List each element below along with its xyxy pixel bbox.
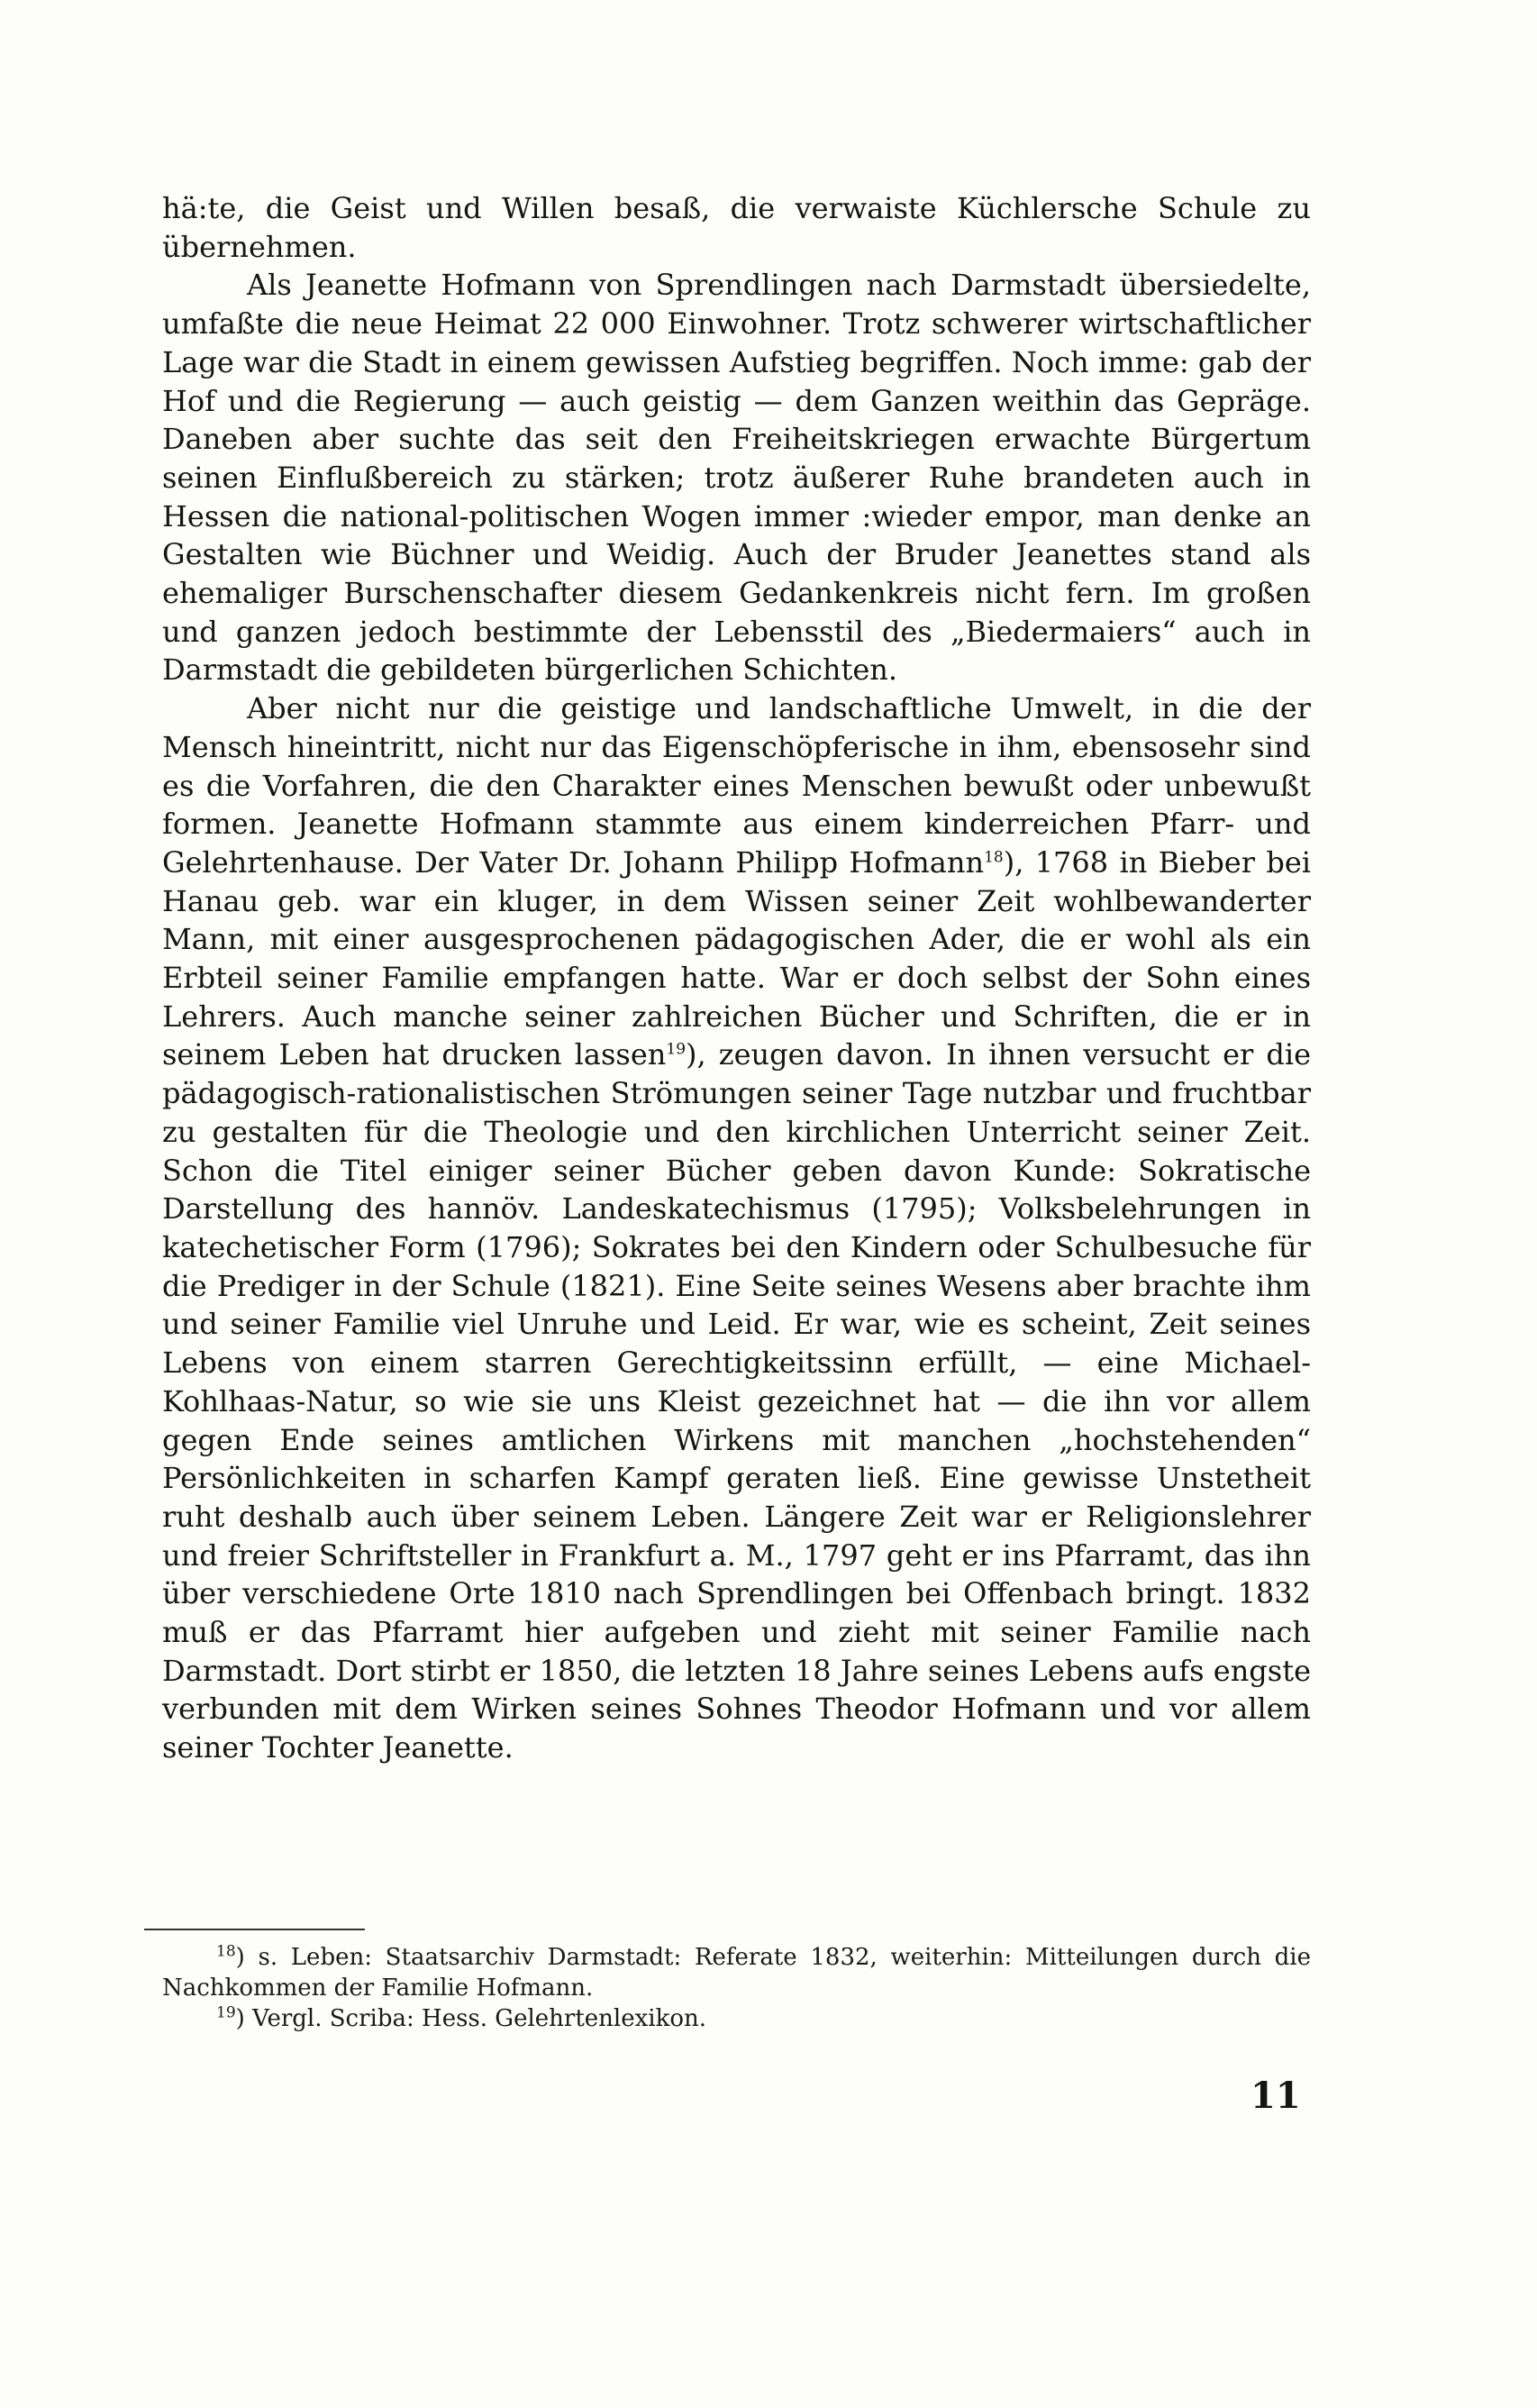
footnote-mark-18: 18 [216, 1942, 236, 1961]
footnote-18 [162, 1942, 1311, 2003]
footnote-19-text: ) Vergl. Scriba: Hess. Gelehrtenlexikon. [235, 2005, 707, 2032]
footnote-mark-19: 19 [216, 2003, 236, 2022]
footnote-18-text: ) s. Leben: Staatsarchiv Darmstadt: Referate 1832, weiterhin: Mitteilungen durch die Nachkommen der Familie Hofmann. [162, 1944, 1311, 2002]
paragraph-3-part-2: ), 1768 in Bieber bei Hanau geb. war ein kluger, in dem Wissen seiner Zeit wohlbewanderter Mann, mit einer ausgesprochenen pädagogischen Ader, die er wohl als ein Erbteil seiner Familie empfangen hatte. War er doch selbst der Sohn eines Lehrers. Auch manche seiner zahlreichen Bücher und Schriften, die er in seinem Leben hat drucken lassen [162, 844, 1312, 1072]
page-number: 11 [1251, 2075, 1301, 2117]
paragraph-2: Als Jeanette Hofmann von Sprendlingen nach Darmstadt übersiedelte, umfaßte die neue Heimat 22 000 Einwohner. Trotz schwerer wirtschaftlicher Lage war die Stadt in einem gewissen Aufstieg begriffen. Noch imme: gab der Hof und die Regierung — auch geistig — dem Ganzen weithin das Gepräge. Daneben aber suchte das seit den Freiheitskriegen erwachte Bürgertum seinen Einflußbereich zu stärken; trotz äußerer Ruhe brandeten auch in Hessen die national-politischen Wogen immer :wieder empor, man denke an Gestalten wie Büchner und Weidig. Auch der Bruder Jeanettes stand als ehemaliger Burschenschafter diesem Gedankenkreis nicht fern. Im großen und ganzen jedoch bestimmte der Lebensstil des „Biedermaiers“ auch in Darmstadt die gebildeten bürgerlichen Schichten. [162, 268, 1311, 688]
paragraph-1: hä:te, die Geist und Willen besaß, die verwaiste Küchlersche Schule zu übernehmen. [162, 191, 1311, 264]
footnote-divider [144, 1929, 365, 1930]
footnotes [162, 1942, 1311, 2034]
main-text [162, 189, 1311, 1767]
footnote-ref-19: 19 [666, 1040, 687, 1059]
footnote-ref-18: 18 [984, 848, 1004, 867]
paragraph-3-part-1: Aber nicht nur die geistige und landschaftliche Umwelt, in die der Mensch hineintritt, nicht nur das Eigenschöpferische in ihm, ebensosehr sind es die Vorfahren, die den Charakter eines Menschen bewußt oder unbewußt formen. Jeanette Hofmann stammte aus einem kinderreichen Pfarr- und Gelehrtenhause. Der Vater Dr. Johann Philipp Hofmann [162, 691, 1311, 880]
footnote-19 [162, 2003, 1311, 2034]
paragraph-3 [162, 689, 1311, 1767]
paragraph-3-part-3: ), zeugen davon. In ihnen versucht er die pädagogisch-rationalistischen Strömungen seiner Tage nutzbar und fruchtbar zu gestalten für die Theologie und den kirchlichen Unterricht seiner Zeit. Schon die Titel einiger seiner Bücher geben davon Kunde: Sokratische Darstellung des hannöv. Landeskatechismus (1795); Volksbelehrungen in katechetischer Form (1796); Sokrates bei den Kindern oder Schulbesuche für die Prediger in der Schule (1821). Eine Seite seines Wesens aber brachte ihm und seiner Familie viel Unruhe und Leid. Er war, wie es scheint, Zeit seines Lebens von einem starren Gerechtigkeitssinn erfüllt, — eine Michael-Kohlhaas-Natur, so wie sie uns Kleist gezeichnet hat — die ihn vor allem gegen Ende seines amtlichen Wirkens mit manchen „hochstehenden“ Persönlichkeiten in scharfen Kampf geraten ließ. Eine gewisse Unstetheit ruht deshalb auch über seinem Leben. Längere Zeit war er Religionslehrer und freier Schriftsteller in Frankfurt a. M., 1797 geht er ins Pfarramt, das ihn über verschiedene Orte 1810 nach Sprendlingen bei Offenbach bringt. 1832 muß er das Pfarramt hier aufgeben und zieht mit seiner Familie nach Darmstadt. Dort stirbt er 1850, die letzten 18 Jahre seines Lebens aufs engste verbunden mit dem Wirken seines Sohnes Theodor Hofmann und vor allem seiner Tochter Jeanette. [162, 1037, 1312, 1765]
